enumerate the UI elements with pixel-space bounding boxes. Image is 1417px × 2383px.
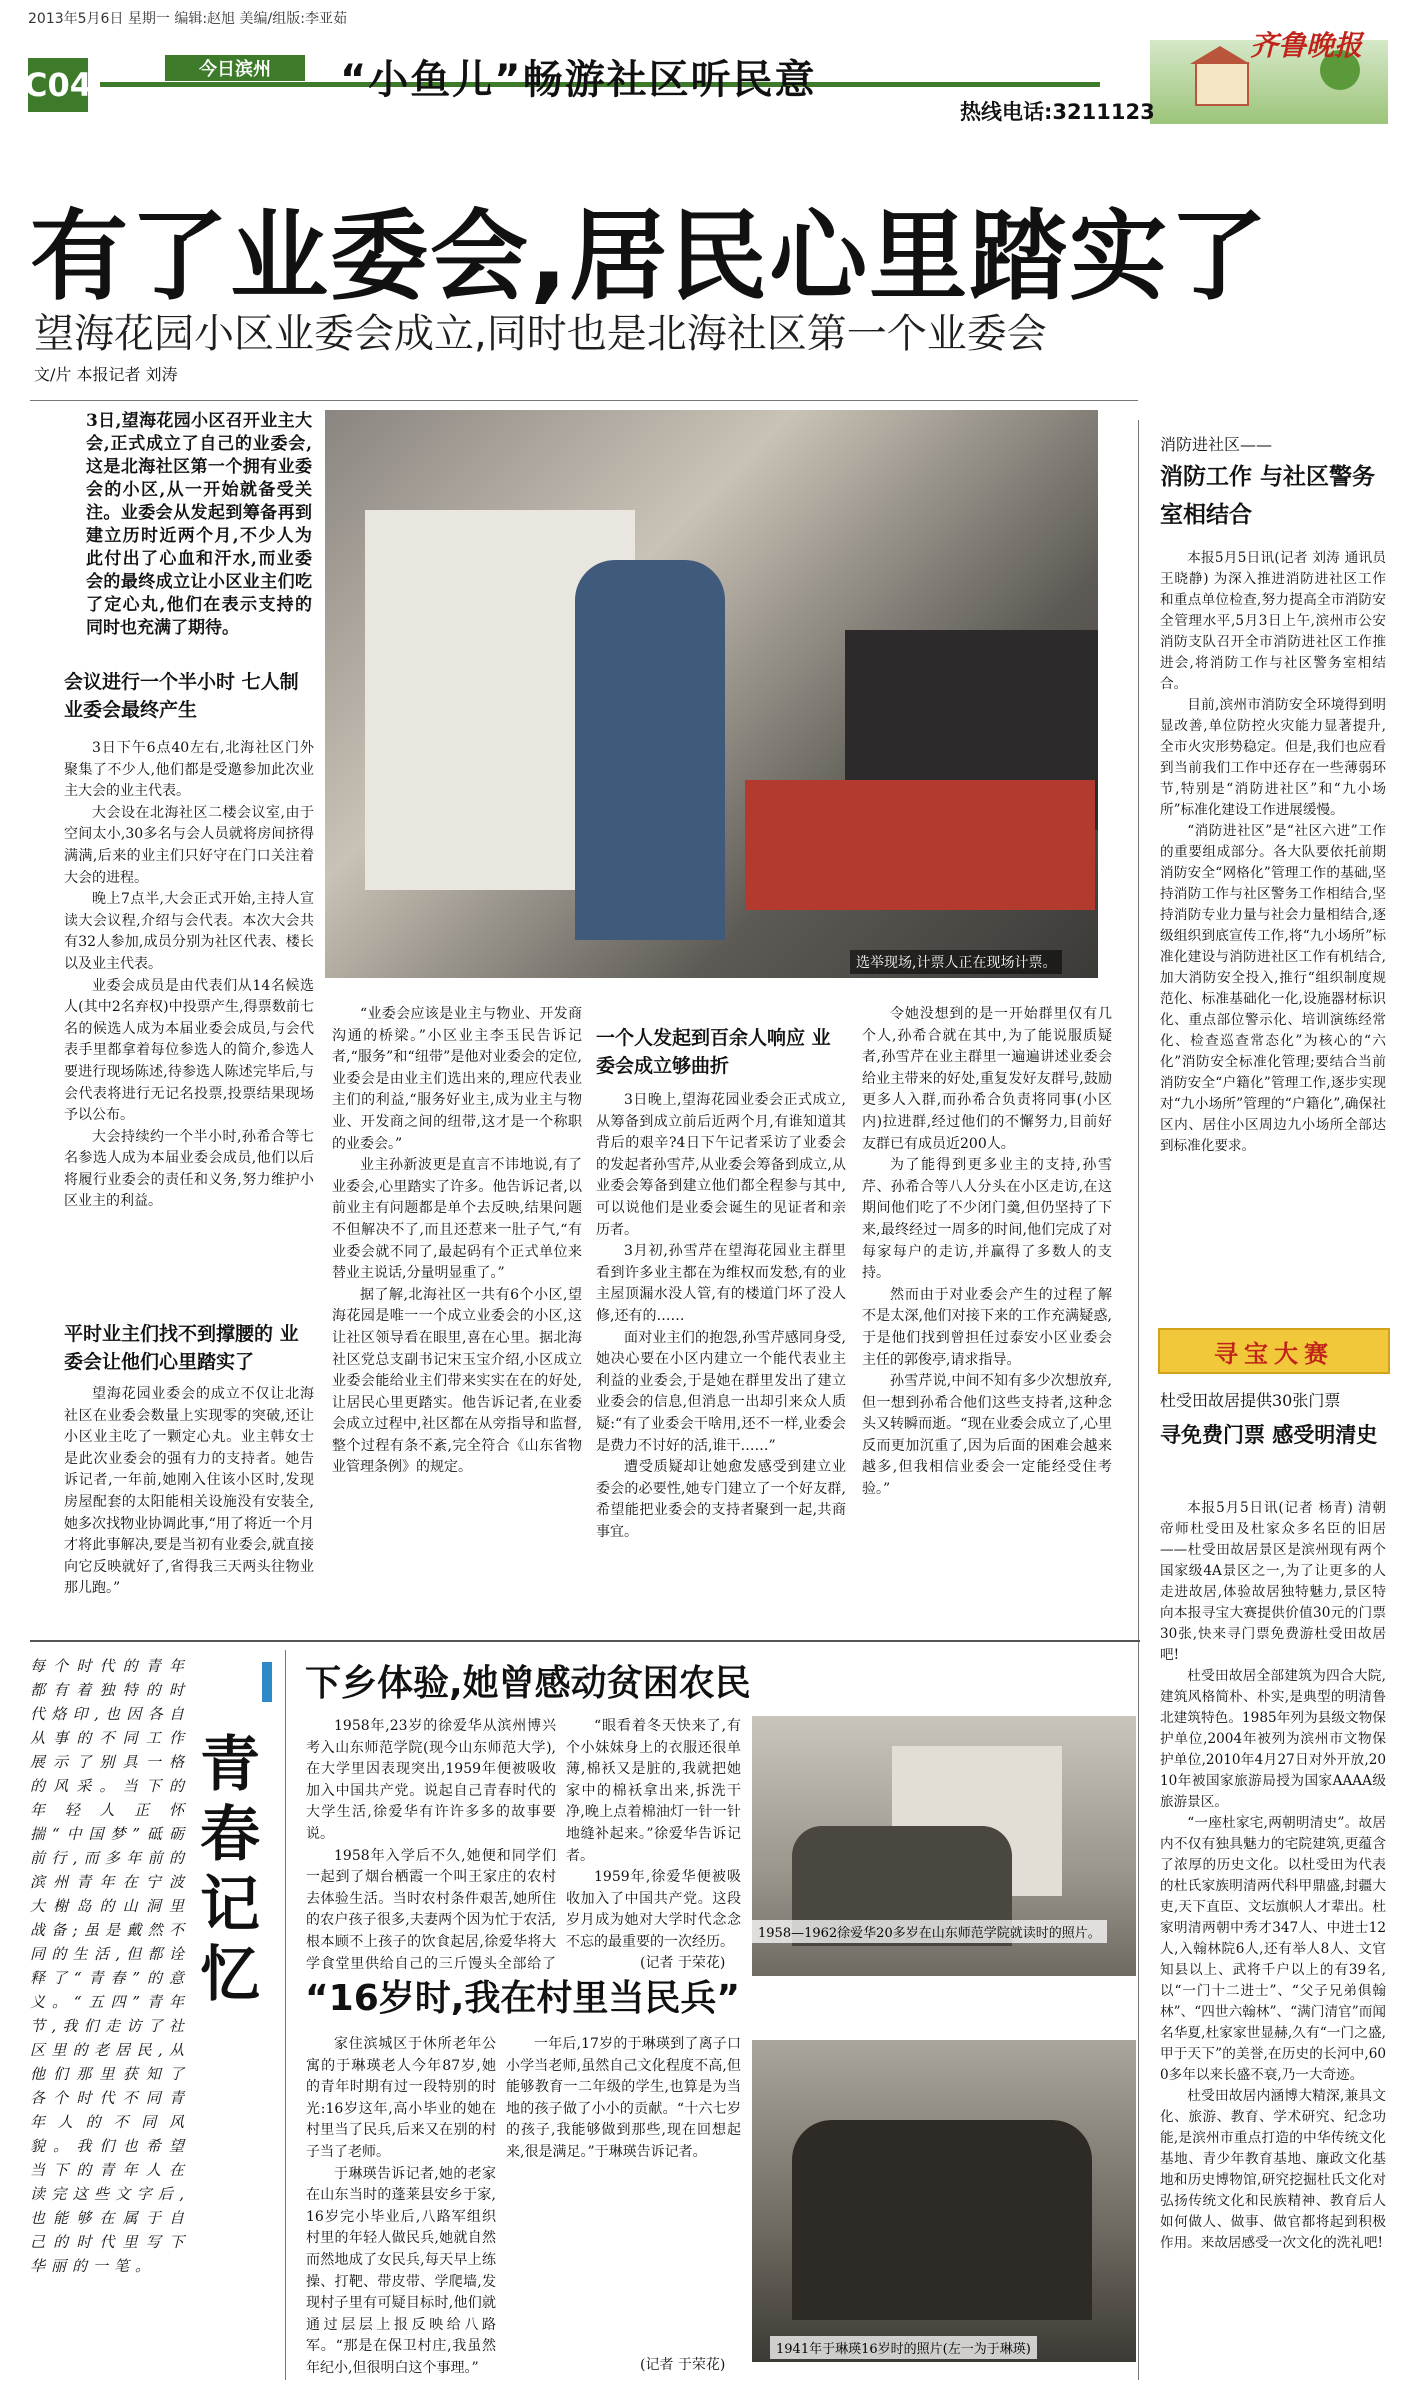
story2-title: “16岁时,我在村里当民兵” <box>305 1978 741 2019</box>
paragraph: 本报5月5日讯(记者 杨青) 清朝帝师杜受田及杜家众多名臣的旧居——杜受田故居景区是滨州现有两个国家级4A景区之一,为了让更多的人走进故居,体验故居独特魅力,景区特向本报寻宝大赛提供价值30元的门票30张,快来寻门票免费游杜受田故居吧! <box>1160 1500 1386 1663</box>
paragraph: 为了能得到更多业主的支持,孙雪芹、孙希合等八人分头在小区走访,在这期间他们吃了不少闭门羹,但仍坚持了下来,最终经过一周多的时间,他们完成了对每家每户的走访,并赢得了多数人的支持。 <box>862 1157 1112 1282</box>
paragraph: 大会持续约一个半小时,孙希合等七名参选人成为本届业委会成员,他们以后将履行业委会的责任和义务,努力维护小区业主的利益。 <box>64 1128 314 1210</box>
paragraph: 家住滨城区于休所老年公寓的于琳瑛老人今年87岁,她的青年时期有过一段特别的时光:16岁这年,高小毕业的她在村里当了民兵,后来又在别的村子当了老师。 <box>306 2036 496 2160</box>
paragraph: 目前,滨州市消防安全环境得到明显改善,单位防控火灾能力显著提升,全市火灾形势稳定。但是,我们也应看到当前我们工作中还存在一些薄弱环节,特别是“消防进社区”和“九小场所”标准化建设工作进展缓慢。 <box>1160 697 1386 818</box>
paragraph: 本报5月5日讯(记者 刘涛 通讯员 王晓静) 为深入推进消防进社区工作和重点单位检查,努力提高全市消防安全管理水平,5月3日上午,滨州市公安消防支队召开全市消防进社区工作推进会,将消防工作与社区警务室相结合。 <box>1160 550 1386 692</box>
section-divider <box>30 1640 1140 1642</box>
paragraph: 令她没想到的是一开始群里仅有几个人,孙希合就在其中,为了能说服质疑者,孙雪芹在业主群里一遍遍讲述业委会给业主带来的好处,重复发好友群号,鼓励更多人入群,而孙希合负责将同事(小区内)拉进群,经过他们的不懈努力,目前好友群已有成员近200人。 <box>862 1006 1112 1152</box>
photo-caption: 选举现场,计票人正在现场计票。 <box>850 950 1062 974</box>
col3-subhead: 一个人发起到百余人响应 业委会成立够曲折 <box>596 1027 831 1077</box>
lead-paragraph: 3日,望海花园小区召开业主大会,正式成立了自己的业委会,这是北海社区第一个拥有业委会的小区,从一开始就备受关注。业委会从发起到筹备再到建立历时近两个月,不少人为此付出了心血和汗水,而业委会的最终成立让小区业主们吃了定心丸,他们在表示支持的同时也充满了期待。 <box>86 411 312 638</box>
paragraph: “一座杜家宅,两朝明清史”。故居内不仅有独具魅力的宅院建筑,更蕴含了浓厚的历史文化。以杜受田为代表的杜氏家族明清两代科甲鼎盛,封疆大吏,天下直臣、文坛旗帜人才辈出。杜家明清两朝中秀才347人、中进士12人,入翰林院6人,还有举人8人、文官知县以上、武将千户以上的有39名,以“一门十二进士”、“父子兄弟俱翰林”、“四世六翰林”、“满门清官”而闻名华夏,杜家家世显赫,久有“一门之盛,甲于天下”的美誉,在历史的长河中,600多年以来长盛不衰,乃一大奇迹。 <box>1160 1815 1386 2083</box>
paragraph: 业委会成员是由代表们从14名候选人(其中2名弃权)中投票产生,得票数前七名的候选人成为本届业委会成员,与会代表手里都拿着每位参选人的简介,参选人要进行现场陈述,待参选人陈述完毕后,与会代表将进行无记名投票,投票结果现场予以公布。 <box>64 977 314 1124</box>
story1-title: 下乡体验,她曾感动贫困农民 <box>305 1663 751 1704</box>
paragraph: 遭受质疑却让她愈发感受到建立业委会的必要性,她专门建立了一个好友群,希望能把业委会的支持者聚到一起,共商事宜。 <box>596 1459 846 1540</box>
col1-subhead: 会议进行一个半小时 七人制业委会最终产生 <box>64 671 299 721</box>
col1-text-2 <box>64 1384 314 1624</box>
paragraph: 晚上7点半,大会正式开始,主持人宣读大会议程,介绍与会代表。本次大会共有32人参加,成员分别为社区代表、楼长以及业主代表。 <box>64 891 314 972</box>
paragraph: “眼看着冬天快来了,有个小妹妹身上的衣服还很单薄,棉袄又是脏的,我就把她家中的棉袄拿出来,拆洗干净,晚上点着棉油灯一针一针地缝补起来。”徐爱华告诉记者。 <box>566 1718 741 1864</box>
paragraph: 面对业主们的抱怨,孙雪芹感同身受,她决心要在小区内建立一个能代表业主利益的业委会,于是她在群里发出了建立业委会的信息,但消息一出却引来众人质疑:“有了业委会干啥用,还不一样,业委会是费力不讨好的活,谁干……” <box>596 1329 846 1454</box>
paragraph: 杜受田故居全部建筑为四合大院,建筑风格简朴、朴实,是典型的明清鲁北建筑特色。1985年列为县级文物保护单位,2004年被列为滨州市文物保护单位,2010年4月27日对外开放,2010年被国家旅游局授为国家AAAA级旅游景区。 <box>1160 1668 1386 1810</box>
paragraph: 大会设在北海社区二楼会议室,由于空间太小,30多名与会人员就将房间挤得满满,后来的业主们只好守在门口关注着大会的进程。 <box>64 804 314 886</box>
paragraph: 1959年,徐爱华便被吸收加入了中国共产党。这段岁月成为她对大学时代念念不忘的最重要的一次经历。 <box>566 1869 741 1950</box>
paragraph: 一年后,17岁的于琳瑛到了离子口小学当老师,虽然自己文化程度不高,但能够教育一二年级的学生,也算是为当地的孩子做了小小的贡献。“十六七岁的孩子,我能够做到那些,现在回想起来,很是满足。”于琳瑛告诉记者。 <box>506 2036 741 2160</box>
paragraph: 孙雪芹说,中间不知有多少次想放弃,但一想到孙希合他们这些支持者,这种念头又转瞬而逝。“现在业委会成立了,心里反而更加沉重了,因为后面的困难会越来越多,但我相信业委会一定能经受住考验。” <box>862 1373 1112 1498</box>
meeting-photo <box>325 410 1098 978</box>
column-rule <box>285 1650 286 2380</box>
table-cloth <box>745 780 1095 910</box>
page-number: C04 <box>28 58 88 112</box>
militia-photo <box>752 2040 1136 2362</box>
paragraph: 3日下午6点40左右,北海社区门外聚集了不少人,他们都是受邀参加此次业主大会的业主代表。 <box>64 740 314 800</box>
section-rule <box>30 400 1138 401</box>
col3-text <box>596 1090 846 1624</box>
paragraph: 1958年,23岁的徐爱华从滨州博兴考入山东师范学院(现今山东师范大学),在大学里因表现突出,1959年便被吸收加入中国共产党。说起自己青春时代的大学生活,徐爱华有许许多多的故事要说。 <box>306 1718 556 1842</box>
treasure-text <box>1160 1498 1386 2368</box>
dateline: 2013年5月6日 星期一 编辑:赵旭 美编/组版:李亚茹 <box>28 11 347 27</box>
side-text <box>1160 548 1386 1308</box>
story2-credit: (记者 于荣花) <box>640 2357 726 2373</box>
col1-text <box>64 738 314 1328</box>
story1-col2 <box>566 1716 741 1974</box>
paragraph: 3日晚上,望海花园业委会正式成立,从筹备到成立前后近两个月,有谁知道其背后的艰辛?4日下午记者采访了业委会的发起者孙雪芹,从业委会筹备到成立,从业委会筹备到建立他们都全程参与其中,可以说他们是业委会诞生的见证者和亲历者。 <box>596 1092 846 1238</box>
paragraph: 杜受田故居内涵博大精深,兼具文化、旅游、教育、学术研究、纪念功能,是滨州市重点打造的中华传统文化基地、青少年教育基地、廉政文化基地和历史博物馆,研究挖掘杜氏文化对弘扬传统文化和民族精神、教育后人如何做人、做事、做官都将起到积极作用。来故居感受一次文化的洗礼吧! <box>1160 2088 1386 2251</box>
col2-text <box>332 1004 582 1624</box>
treasure-banner: 寻宝大赛 <box>1158 1328 1390 1374</box>
newspaper-logo: 齐鲁晚报 <box>1250 29 1363 62</box>
side-kicker: 消防进社区—— <box>1160 435 1273 454</box>
col1-subhead-2: 平时业主们找不到撑腰的 业委会让他们心里踏实了 <box>64 1323 299 1373</box>
paragraph: 1958年入学后不久,她便和同学们一起到了烟台栖霞一个叫王家庄的农村去体验生活。当时农村条件艰苦,她所住的农户孩子很多,夫妻两个因为忙于农活,根本顾不上孩子的饮食起居,徐爱华将大学食堂里供给自己的三斤馒头全部给了 <box>306 1847 556 1972</box>
paragraph: 业主孙新波更是直言不讳地说,有了业委会,心里踏实了许多。他告诉记者,以前业主有问题都是单个去反映,结果问题不但解决不了,而且还惹来一肚子气,“有业委会就不同了,最起码有个正式单位来替业主说话,分量明显重了。” <box>332 1157 582 1282</box>
story2-col1 <box>306 2034 496 2374</box>
story1-col1 <box>306 1716 556 1974</box>
paragraph: “消防进社区”是“社区六进”工作的重要组成部分。各大队要依托前期消防安全“网格化”管理工作的基础,坚持消防工作与社区警务工作相结合,坚持消防专业力量与社会力量相结合,逐级组织到底宣传工作,将“九小场所”标准化建设与消防进社区工作有机结合,加大消防安全投入,推行“组织制度规范化、标准基础化一化,设施器材标识化、重点部位警示化、培训演练经常化、检查巡查常态化”为核心的“六化”消防安全标准化管理;要结合当前消防安全“户籍化”管理工作,逐步实现对“九小场所”管理的“户籍化”,确保社区内、居住小区周边九小场所全部达到标准化要求。 <box>1160 823 1386 1154</box>
headline: 有了业委会,居民心里踏实了 <box>30 200 1270 314</box>
militia-figures <box>792 2120 1092 2320</box>
photo2-caption: 1941年于琳瑛16岁时的照片(左一为于琳瑛) <box>770 2336 1037 2359</box>
column-title: “小鱼儿”畅游社区听民意 <box>340 57 817 103</box>
paragraph: “业委会应该是业主与物业、开发商沟通的桥梁。”小区业主李玉民告诉记者,“服务”和“纽带”是他对业委会的定位,业委会是由业主们选出来的,理应代表业主们的利益,“服务好业主,成为业主与物业、开发商之间的纽带,这才是一个称职的业委会。” <box>332 1006 582 1152</box>
byline: 文/片 本报记者 刘涛 <box>34 365 178 384</box>
youth-intro: 每个时代的青年都有着独特的时代烙印,也因各自从事的不同工作展示了别具一格的风采。当下的年轻人正怀揣“中国梦”砥砺前行,而多年前的滨州青年在宁波大榭岛的山洞里战备;虽是戴然不同的生活,但都诠释了“青春”的意义。“五四”青年节,我们走访了社区里的老居民,从他们那里获知了各个时代不同青年人的不同风貌。我们也希望当下的青年人在读完这些文字后,也能够在属于自己的时代里写下华丽的一笔。 <box>30 1657 190 2275</box>
person-figure <box>575 560 725 940</box>
treasure-title: 寻免费门票 感受明清史 <box>1160 1423 1378 1447</box>
story2-col2 <box>506 2034 741 2352</box>
hotline: 热线电话:3211123 <box>960 100 1155 124</box>
column-rule <box>1138 420 1139 2380</box>
paragraph: 据了解,北海社区一共有6个小区,望海花园是唯一一个成立业委会的小区,这让社区领导看在眼里,喜在心里。据北海社区党总支副书记宋玉宝介绍,小区成立业委会能给业主们带来实实在在的好处,让居民心里更踏实。他告诉记者,在业委会成立过程中,社区都在从旁指导和监督,整个过程有条不紊,完全符合《山东省物业管理条例》的规定。 <box>332 1286 582 1476</box>
photo1-caption: 1958—1962徐爱华20多岁在山东师范学院就读时的照片。 <box>752 1920 1107 1943</box>
story1-credit: (记者 于荣花) <box>640 1955 726 1971</box>
house-icon <box>1195 62 1249 106</box>
paragraph: 于琳瑛告诉记者,她的老家在山东当时的蓬莱县安乡于家,16岁完小毕业后,八路军组织村里的年轻人做民兵,她就自然而然地成了女民兵,每天早上练操、打靶、带皮带、学爬墙,发现村子里有可疑目标时,他们就通过层层上报反映给八路军。“那是在保卫村庄,我虽然年纪小,但很明白这个事理。” <box>306 2165 496 2374</box>
section-tag: 今日滨州 <box>165 55 305 81</box>
subheadline: 望海花园小区业委会成立,同时也是北海社区第一个业委会 <box>34 311 1047 357</box>
paragraph: 3月初,孙雪芹在望海花园业主群里看到许多业主都在为维权而发愁,有的业主屋顶漏水没人管,有的楼道门坏了没人修,还有的…… <box>596 1243 846 1324</box>
col4-text <box>862 1004 1112 1624</box>
youth-title: 青春记忆 <box>200 1730 260 2010</box>
side-title: 消防工作 与社区警务室相结合 <box>1160 464 1376 528</box>
paragraph: 望海花园业委会的成立不仅让北海社区在业委会数量上实现零的突破,还让小区业主吃了一颗定心丸。业主韩女士是此次业委会的强有力的支持者。她告诉记者,一年前,她刚入住该小区时,发现房屋配套的太阳能相关设施没有安装全,她多次找物业协调此事,“用了将近一个月才将此事解决,要是当初有业委会,就直接向它反映就好了,省得我三天两头往物业那儿跑。” <box>64 1386 314 1597</box>
paragraph: 然而由于对业委会产生的过程了解不是太深,他们对接下来的工作充满疑惑,于是他们找到曾担任过泰安小区业委会主任的郭俊亭,请求指导。 <box>862 1286 1112 1368</box>
treasure-kicker: 杜受田故居提供30张门票 <box>1160 1391 1341 1410</box>
accent-bar <box>262 1662 272 1702</box>
